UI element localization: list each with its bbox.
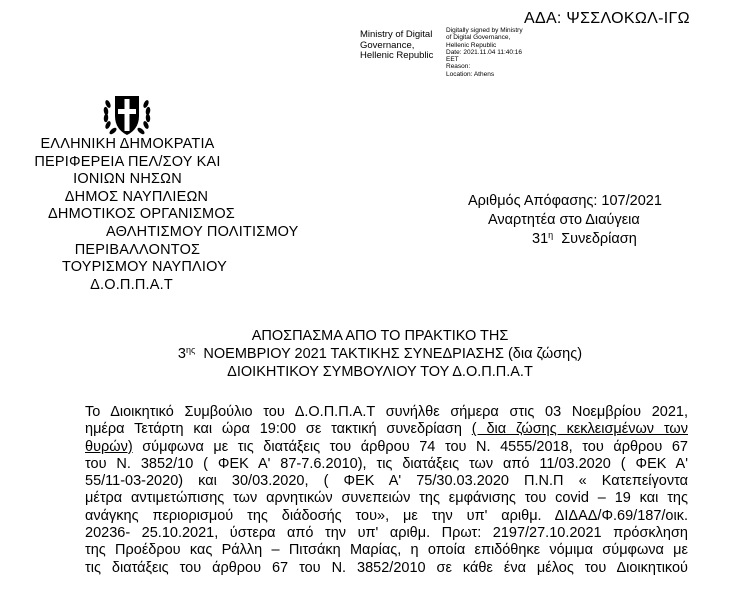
session-ordinal: η (548, 230, 554, 240)
signer-line: Governance, (360, 39, 415, 51)
heading-day: 3 (177, 346, 186, 362)
body-line (85, 439, 688, 456)
underlined-phrase: ( δια ζώσης κεκλεισμένων των (471, 421, 688, 438)
extract-heading (120, 327, 640, 381)
body-line (85, 421, 688, 438)
signature-detail-line: Hellenic Republic (446, 41, 497, 49)
session-label: Συνεδρίαση (561, 231, 637, 247)
greek-coat-of-arms-icon (98, 92, 156, 138)
heading-line-3: ΔΙΟΙΚΗΤΙΚΟΥ ΣΥΜΒΟΥΛΙΟΥ ΤΟΥ Δ.Ο.Π.Π.Α.Τ (227, 364, 533, 380)
body-line: 20236- 25.10.2021, ύστερα από την υπ' αριθμ. Πρωτ: 2197/27.10.2021 πρόσκληση (85, 525, 688, 542)
signature-detail-line: Digitally signed by Ministry (446, 27, 523, 34)
body-line: Το Διοικητικό Συμβούλιο του Δ.Ο.Π.Π.Α.Τ συνήλθε σήμερα στις 03 Νοεμβρίου 2021, (85, 404, 688, 420)
session-line (532, 230, 662, 249)
body-line-part: ημέρα Τετάρτη και ώρα 19:00 σε τακτική συνεδρίαση (85, 421, 462, 438)
body-line: ανάγκης περιορισμού της διάδοσής του», με την υπ' αριθμ. ΔΙΔΑΔ/Φ.69/187/οικ. (85, 507, 688, 524)
signature-details (446, 27, 523, 78)
body-line: της Προέδρου κας Ράλλη – Πιτσάκη Μαρίας, η οποία επιδόθηκε νόμιμα σύμφωνα με (85, 542, 688, 559)
underlined-phrase: θυρών) (85, 438, 133, 455)
body-line-part: σύμφωνα με τις διατάξεις του άρθρου 74 του Ν. 4555/2018, του άρθρου 67 (132, 438, 688, 455)
heading-line-2-text: ΝΟΕΜΒΡΙΟΥ 2021 ΤΑΚΤΙΚΗΣ ΣΥΝΕΔΡΙΑΣΗΣ (δια ζώσης) (203, 346, 583, 362)
issuer-block (20, 136, 299, 294)
issuer-line: ΑΘΛΗΤΙΣΜΟΥ ΠΟΛΙΤΙΣΜΟΥ (106, 223, 299, 240)
issuer-line: ΠΕΡΙΦΕΡΕΙΑ ΠΕΛ/ΣΟΥ ΚΑΙ (34, 153, 221, 170)
signer-line: Ministry of Digital (360, 29, 433, 40)
signature-detail-line: Reason: (446, 63, 471, 71)
signer-line: Hellenic Republic (360, 50, 434, 61)
body-line: τις διατάξεις του άρθρου 67 του Ν. 3852/2010 σε κάθε ένα μέλος του Διοικητικού (85, 559, 688, 576)
minutes-body (85, 404, 688, 577)
issuer-line: ΕΛΛΗΝΙΚΗ ΔΗΜΟΚΡΑΤΙΑ (40, 136, 215, 152)
heading-line-2 (120, 345, 640, 363)
signature-signer (360, 30, 433, 62)
decision-number: Αριθμός Απόφασης: 107/2021 (468, 193, 662, 209)
signature-detail-line: Date: 2021.11.04 11:40:16 (446, 48, 523, 56)
signature-detail-line: EET (446, 56, 459, 64)
signature-detail-line: Location: Athens (446, 70, 495, 78)
body-line: του Ν. 3852/10 ( ΦΕΚ Α' 87-7.6.2010), τις διατάξεις των από 11/03.2020 ( ΦΕΚ Α' (85, 455, 688, 472)
heading-day-ordinal: ης (186, 345, 196, 355)
ada-code: ΑΔΑ: ΨΣΣΛΟΚΩΛ-ΙΓΩ (524, 10, 690, 27)
issuer-line: ΤΟΥΡΙΣΜΟΥ ΝΑΥΠΛΙΟΥ (61, 259, 228, 276)
diavgeia-note: Αναρτητέα στο Διαύγεια (488, 212, 640, 228)
session-number: 31 (532, 231, 549, 247)
issuer-line: ΔΗΜΟΤΙΚΟΣ ΟΡΓΑΝΙΣΜΟΣ (48, 206, 235, 223)
heading-line-1: ΑΠΟΣΠΑΣΜΑ ΑΠΟ ΤΟ ΠΡΑΚΤΙΚΟ ΤΗΣ (251, 328, 509, 344)
issuer-line: ΔΗΜΟΣ ΝΑΥΠΛΙΕΩΝ (64, 188, 209, 205)
signature-detail-line: of Digital Governance, (446, 34, 511, 42)
issuer-line: ΠΕΡΙΒΑΛΛΟΝΤΟΣ (74, 241, 201, 258)
body-line: μέτρα αντιμετώπισης των αρνητικών συνεπειών της εμφάνισης του covid – 19 και της (85, 490, 688, 507)
issuer-line: Δ.Ο.Π.Π.Α.Τ (90, 276, 173, 293)
body-line: 55/11-03-2020) και 30/03.2020, ( ΦΕΚ Α' 75/30.03.2020 Π.Ν.Π « Κατεπείγοντα (85, 473, 688, 490)
issuer-line: ΙΟΝΙΩΝ ΝΗΣΩΝ (73, 171, 182, 188)
decision-block (468, 192, 662, 249)
